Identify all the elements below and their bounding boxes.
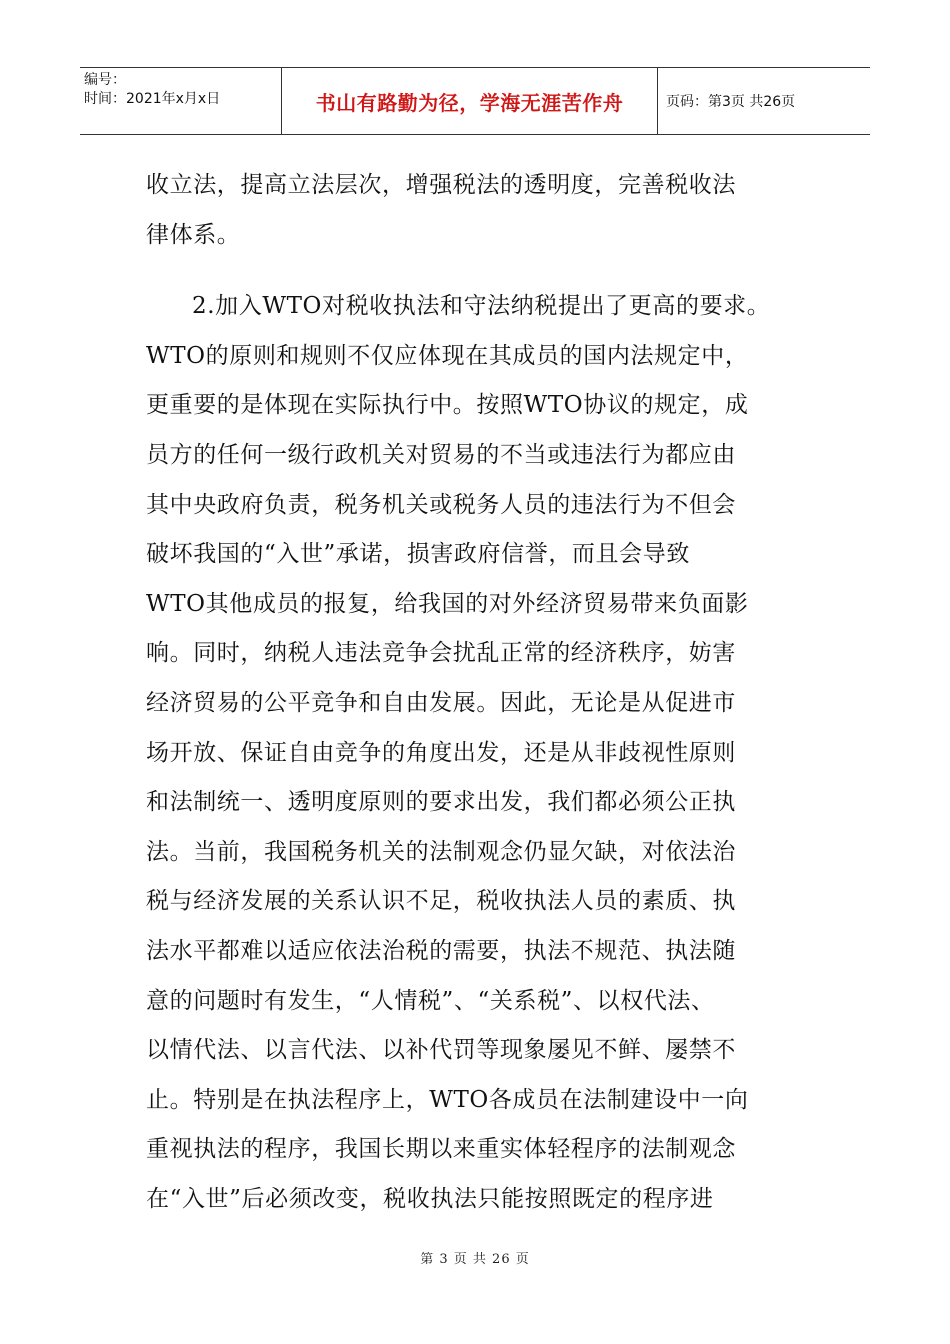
document-header	[80, 67, 870, 135]
paragraph-line: 2.加入WTO对税收执法和守法纳税提出了更高的要求。	[192, 293, 771, 320]
paragraph-line: 法。当前，我国税务机关的法制观念仍显欠缺，对依法治	[146, 838, 736, 865]
paragraph-line: 响。同时，纳税人违法竞争会扰乱正常的经济秩序，妨害	[146, 640, 736, 667]
paragraph-line: 法水平都难以适应依法治税的需要，执法不规范、执法随	[146, 937, 736, 964]
page-footer: 第 3 页 共 26 页	[420, 1252, 530, 1267]
paragraph-line: 意的问题时有发生，“人情税”、“关系税”、以权代法、	[146, 987, 715, 1014]
paragraph-line: 其中央政府负责，税务机关或税务人员的违法行为不但会	[146, 491, 736, 518]
paragraph-line: 以情代法、以言代法、以补代罚等现象屡见不鲜、屡禁不	[146, 1037, 736, 1064]
paragraph-line: 和法制统一、透明度原则的要求出发，我们都必须公正执	[146, 789, 736, 816]
paragraph-line: WTO的原则和规则不仅应体现在其成员的国内法规定中，	[146, 342, 749, 369]
document-date-label: 时间：2021年x月x日	[84, 91, 221, 107]
paragraph-line: 止。特别是在执法程序上，WTO各成员在法制建设中一向	[146, 1086, 749, 1113]
body-paragraph	[146, 282, 826, 1224]
document-body	[146, 161, 826, 1224]
paragraph-line: 收立法，提高立法层次，增强税法的透明度，完善税收法	[146, 172, 736, 198]
paragraph-line: 经济贸易的公平竞争和自由发展。因此，无论是从促进市	[146, 689, 736, 716]
paragraph-line: 税与经济发展的关系认识不足，税收执法人员的素质、执	[146, 888, 736, 915]
paragraph-line: 在“入世”后必须改变，税收执法只能按照既定的程序进	[146, 1185, 714, 1212]
body-paragraph	[146, 161, 826, 260]
document-number-label: 编号：	[84, 72, 126, 88]
header-page-code: 页码：第3页 共26页	[666, 94, 796, 110]
header-motto-cell	[282, 68, 658, 134]
paragraph-line: 场开放、保证自由竞争的角度出发，还是从非歧视性原则	[146, 739, 736, 766]
paragraph-gap	[146, 260, 826, 282]
header-page-cell	[658, 68, 870, 134]
paragraph-line: 员方的任何一级行政机关对贸易的不当或违法行为都应由	[146, 441, 736, 468]
paragraph-line: WTO其他成员的报复，给我国的对外经济贸易带来负面影	[146, 590, 749, 617]
paragraph-line: 更重要的是体现在实际执行中。按照WTO协议的规定，成	[146, 392, 749, 419]
paragraph-line: 破坏我国的“入世”承诺，损害政府信誉，而且会导致	[146, 541, 690, 568]
header-meta-cell	[80, 68, 282, 134]
paragraph-line: 律体系。	[146, 221, 241, 248]
paragraph-line: 重视执法的程序，我国长期以来重实体轻程序的法制观念	[146, 1136, 736, 1163]
header-motto: 书山有路勤为径，学海无涯苦作舟	[315, 90, 624, 115]
